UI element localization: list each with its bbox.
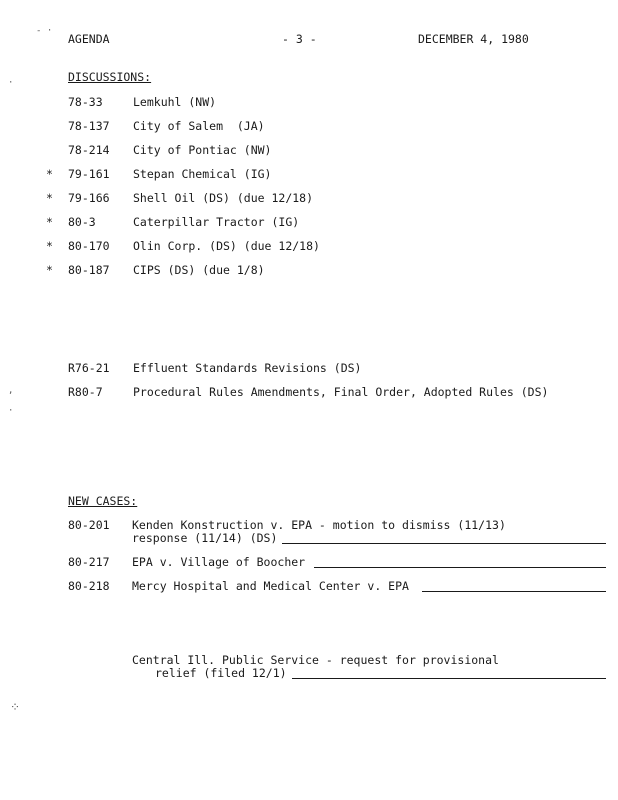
priority-marker: * bbox=[46, 215, 53, 229]
case-title: CIPS (DS) (due 1/8) bbox=[133, 263, 265, 277]
scan-speck: ⁘ bbox=[10, 700, 21, 714]
case-number: 80-3 bbox=[68, 215, 96, 229]
notes-blank-line bbox=[314, 567, 606, 568]
case-title-continued: response (11/14) (DS) bbox=[132, 531, 278, 545]
priority-marker: * bbox=[46, 167, 53, 181]
case-number: 80-217 bbox=[68, 555, 110, 569]
case-number: 78-33 bbox=[68, 95, 103, 109]
case-number: 79-161 bbox=[68, 167, 110, 181]
priority-marker: * bbox=[46, 239, 53, 253]
scan-speck: · bbox=[8, 78, 14, 88]
notes-blank-line bbox=[422, 591, 606, 592]
case-title: Stepan Chemical (IG) bbox=[133, 167, 272, 181]
case-title: Kenden Konstruction v. EPA - motion to dismiss (11/13) bbox=[132, 518, 506, 532]
case-number: 80-170 bbox=[68, 239, 110, 253]
header-title: AGENDA bbox=[68, 32, 110, 46]
case-number: 78-214 bbox=[68, 143, 110, 157]
case-number: 80-218 bbox=[68, 579, 110, 593]
item-title: Central Ill. Public Service - request for provisional bbox=[132, 653, 499, 667]
case-number: 78-137 bbox=[68, 119, 110, 133]
case-number: 80-201 bbox=[68, 518, 110, 532]
header-date: DECEMBER 4, 1980 bbox=[418, 32, 529, 46]
docket-title: Procedural Rules Amendments, Final Order, Adopted Rules (DS) bbox=[133, 385, 549, 399]
discussions-heading: DISCUSSIONS: bbox=[68, 70, 152, 84]
new-cases-heading: NEW CASES: bbox=[68, 494, 138, 508]
notes-blank-line bbox=[292, 678, 606, 679]
case-number: 80-187 bbox=[68, 263, 110, 277]
case-title: Lemkuhl (NW) bbox=[133, 95, 217, 109]
case-title: Olin Corp. (DS) (due 12/18) bbox=[133, 239, 320, 253]
case-number: 79-166 bbox=[68, 191, 110, 205]
case-title: Shell Oil (DS) (due 12/18) bbox=[133, 191, 314, 205]
docket-number: R76-21 bbox=[68, 361, 110, 375]
docket-title: Effluent Standards Revisions (DS) bbox=[133, 361, 362, 375]
notes-blank-line bbox=[282, 543, 606, 544]
priority-marker: * bbox=[46, 263, 53, 277]
priority-marker: * bbox=[46, 191, 53, 205]
page-number: - 3 - bbox=[282, 32, 317, 46]
case-title: EPA v. Village of Boocher bbox=[132, 555, 306, 569]
scan-speck: - · bbox=[36, 26, 53, 36]
docket-number: R80-7 bbox=[68, 385, 103, 399]
case-title: City of Pontiac (NW) bbox=[133, 143, 272, 157]
item-title-continued: relief (filed 12/1) bbox=[155, 666, 287, 680]
case-title: Mercy Hospital and Medical Center v. EPA bbox=[132, 579, 409, 593]
scan-speck: · bbox=[8, 406, 14, 416]
scan-speck: , bbox=[8, 386, 14, 396]
case-title: City of Salem (JA) bbox=[133, 119, 265, 133]
case-title: Caterpillar Tractor (IG) bbox=[133, 215, 300, 229]
